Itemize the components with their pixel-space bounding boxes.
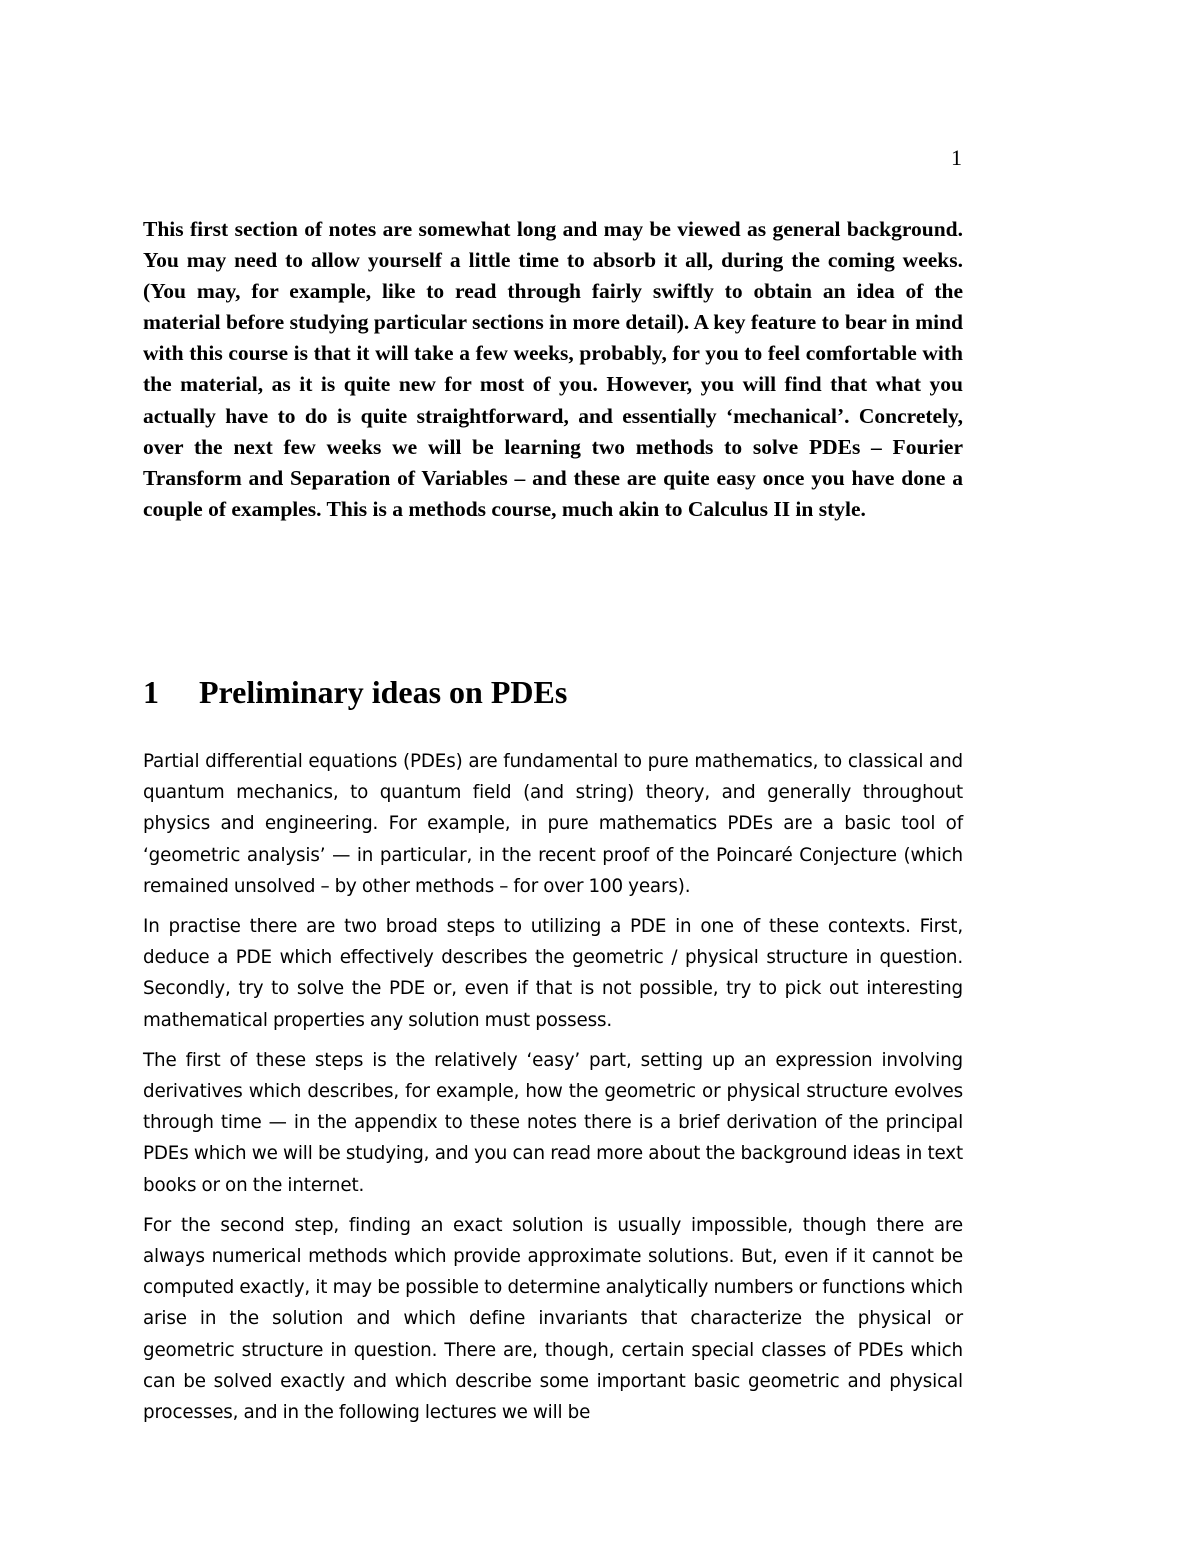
body-paragraph: In practise there are two broad steps to utilizing a PDE in one of these contexts. First, deduce a PDE which effectively describes the geometric / physical structure in question. Secondly, try to solve the PDE or, even if that is not possible, try to pick out interesting mathematical properties any solution must possess.	[143, 916, 963, 1031]
body-paragraph: For the second step, finding an exact solution is usually impossible, though there are always numerical methods which provide approximate solutions. But, even if it cannot be computed exactly, it may be possible to determine analytically numbers or functions which arise in the solution and which define invariants that characterize the physical or geometric structure in question. There are, though, certain special classes of PDEs which can be solved exactly and which describe some important basic geometric and physical processes, and in the following lectures we will be	[143, 1214, 963, 1424]
section-heading	[143, 672, 963, 712]
section-title: Preliminary ideas on PDEs	[199, 674, 568, 710]
section-number: 1	[143, 674, 159, 710]
section-body	[143, 746, 963, 1437]
intro-paragraph: This first section of notes are somewhat long and may be viewed as general background. You may need to allow yourself a little time to absorb it all, during the coming weeks. (You may, for example, like to read through fairly swiftly to obtain an idea of the material before studying particular sections in more detail). A key feature to bear in mind with this course is that it will take a few weeks, probably, for you to feel comfortable with the material, as it is quite new for most of you. However, you will find that what you actually have to do is quite straightforward, and essentially ‘mechanical’. Concretely, over the next few weeks we will be learning two methods to solve PDEs – Fourier Transform and Separation of Variables – and these are quite easy once you have done a couple of examples. This is a methods course, much akin to Calculus II in style.	[143, 217, 963, 521]
body-paragraph: The first of these steps is the relatively ‘easy’ part, setting up an expression involving derivatives which describes, for example, how the geometric or physical structure evolves through time — in the appendix to these notes there is a brief derivation of the principal PDEs which we will be studying, and you can read more about the background ideas in text books or on the internet.	[143, 1049, 963, 1196]
page-number: 1	[951, 145, 962, 170]
body-paragraph: Partial differential equations (PDEs) are fundamental to pure mathematics, to classical and quantum mechanics, to quantum field (and string) theory, and generally throughout physics and engineering. For example, in pure mathematics PDEs are a basic tool of ‘geometric analysis’ — in particular, in the recent proof of the Poincaré Conjecture (which remained unsolved – by other methods – for over 100 years).	[143, 751, 963, 897]
